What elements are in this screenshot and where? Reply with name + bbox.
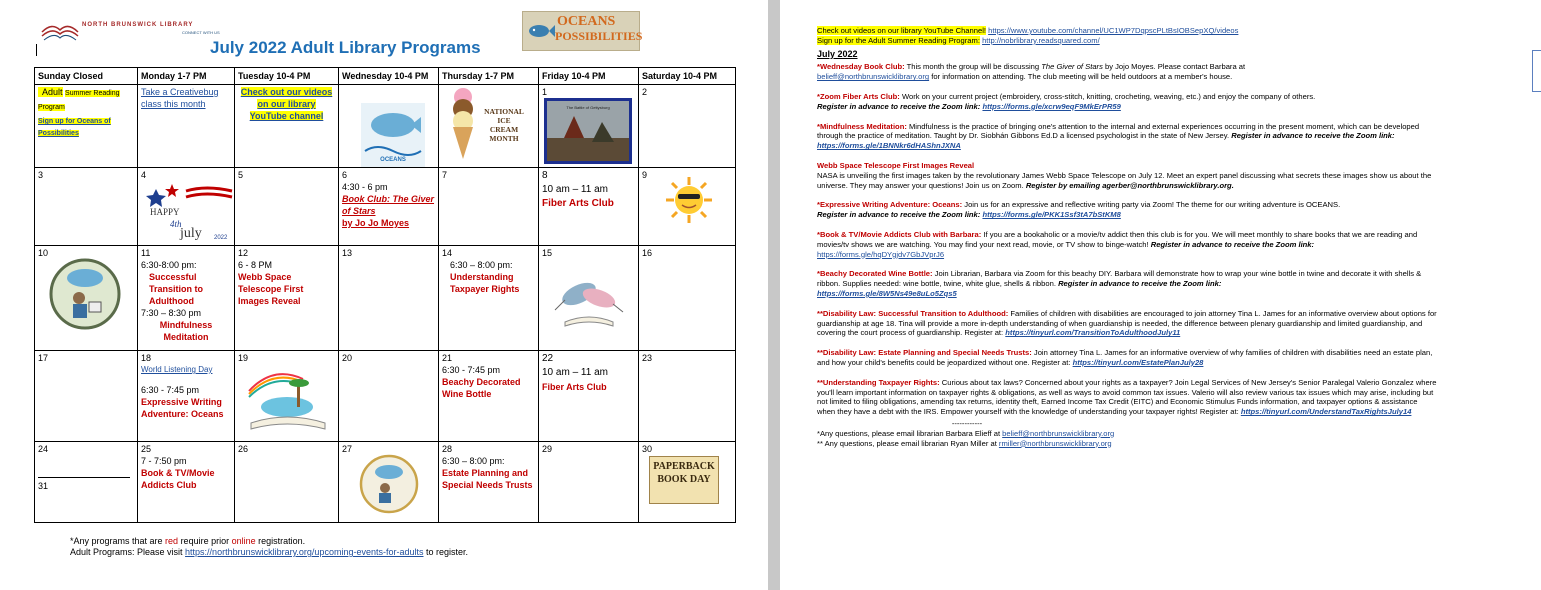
calendar-page — [0, 0, 768, 590]
register-text: Register in advance to receive the Zoom link: — [817, 210, 981, 220]
day-number: 26 — [238, 444, 249, 454]
estate-planning-event: Estate Planning and Special Needs Trusts — [442, 468, 533, 490]
paperback-book-day-image — [649, 456, 719, 504]
book-club-author: by Jo Jo Moyes — [342, 218, 410, 228]
event-time: 6:30 - 7:45 pm — [141, 385, 200, 395]
day-number: 16 — [642, 248, 653, 258]
mindfulness-event: Mindfulness Meditation — [159, 320, 213, 342]
program-text: If you are a bookaholic or a movie/tv addict then this club is for you. We will meet monthly to share books that we are reading and movies/tv shows we are watching. You may find your next read, movie, or TV show to binge-watch! — [817, 229, 1418, 249]
day-number: 3 — [38, 170, 44, 180]
program-heading: Webb Space Telescope First Images Reveal — [817, 160, 975, 170]
summer-reading-text: Sign up for the Adult Summer Reading Program: — [817, 35, 980, 45]
narwhal-book-illustration — [553, 260, 625, 332]
ice-cream-cone-illustration — [445, 87, 481, 161]
upcoming-events-link[interactable]: https://northbrunswicklibrary.org/upcoming-events-for-adults — [185, 547, 424, 557]
ryan-email-link[interactable]: rmiller@northbrunswicklibrary.org — [998, 438, 1112, 448]
sun-icon — [665, 176, 713, 224]
program-paragraph — [817, 269, 1437, 298]
program-heading: *Wednesday Book Club: — [817, 62, 905, 72]
program-paragraph — [817, 62, 1437, 82]
youtube-text: Check out videos on our library YouTube Channel! — [817, 26, 986, 35]
day-cell — [439, 168, 539, 246]
oceans-badge-image — [522, 11, 643, 51]
page-gutter — [768, 0, 780, 590]
register-link[interactable]: https://forms.gle/xcrw9eqF9MkErPR59 — [982, 101, 1121, 111]
day-cell — [639, 442, 736, 523]
contact-note — [817, 429, 1437, 439]
week-row-1 — [35, 85, 736, 168]
day-cell — [539, 168, 639, 246]
program-paragraph — [817, 230, 1437, 259]
day-cell — [235, 351, 339, 442]
svg-text:OCEANS: OCEANS — [380, 157, 406, 163]
program-text: NASA is unveiling the first images taken by the revolutionary James Webb Space Telescope on July 12. Meet an expert panel discussing what secrets these images show us about the universe. They may answer your questions! Join us on Zoom. — [817, 170, 1432, 190]
day-cell — [138, 85, 235, 168]
day-cell — [339, 168, 439, 246]
expressive-writing-event: Expressive Writing Adventure: Oceans — [141, 397, 224, 419]
day-number: 23 — [642, 353, 653, 363]
event-time: 10 am – 11 am — [542, 184, 608, 195]
summer-reading-program: Summer Reading Program — [38, 90, 120, 111]
day-number: 1 — [542, 87, 548, 97]
day-number: 24 — [38, 444, 49, 454]
day-number: 8 — [542, 170, 548, 181]
contact-text: *Any questions, please email librarian Barbara Elieff at — [817, 428, 1003, 438]
calendar-header-row — [35, 68, 736, 85]
footer-text: Adult Programs: Please visit — [70, 547, 186, 557]
day-cell — [539, 442, 639, 523]
week-row-4 — [35, 351, 736, 442]
header-thursday: Thursday 1-7 PM — [439, 68, 539, 85]
footer-red-word: red — [165, 536, 179, 546]
summer-reading-label: Adult — [38, 87, 63, 97]
day-cell — [35, 168, 138, 246]
program-text: Join Librarian, Barbara via Zoom for this beachy DIY. Barbara will demonstrate how to wrap your wine bottle in twine and decorate it with shells & ribbon. Supplies needed: wine bottle, twine, white glue, shells & ribbon. — [817, 269, 1422, 289]
week-row-5 — [35, 442, 736, 523]
book-tv-movie-event: Book & TV/Movie Addicts Club — [141, 468, 215, 490]
day-number: 2 — [642, 87, 648, 97]
day-cell — [639, 85, 736, 168]
day-cell — [339, 85, 439, 168]
register-link[interactable]: https://forms.gle/PKK1Ssf3tA7bStKM8 — [982, 210, 1121, 220]
world-listening-day-link[interactable]: World Listening Day — [141, 365, 213, 374]
register-link[interactable]: https://tinyurl.com/UnderstandTaxRightsJuly14 — [1240, 407, 1412, 417]
happy-text: HAPPY — [150, 207, 180, 217]
day-cell — [439, 85, 539, 168]
event-time: 4:30 - 6 pm — [342, 182, 388, 192]
day-cell — [138, 351, 235, 442]
program-paragraph — [817, 348, 1437, 368]
week-row-2 — [35, 168, 736, 246]
program-heading: *Book & TV/Movie Addicts Club with Barbara: — [817, 229, 982, 239]
barbara-email-link[interactable]: belieff@northbrunswicklibrary.org — [1002, 428, 1115, 438]
july-text: july — [180, 226, 202, 241]
comment-marker — [1532, 50, 1541, 92]
register-text: Register by emailing agerber@northbrunswicklibrary.org. — [1025, 180, 1234, 190]
event-time: 7:30 – 8:30 pm — [141, 308, 202, 318]
page-title: July 2022 Adult Library Programs — [210, 38, 481, 57]
program-descriptions — [817, 26, 1437, 448]
badge-text-possibilities: POSSIBILITIES — [555, 29, 643, 43]
day-cell — [339, 351, 439, 442]
program-paragraph — [817, 122, 1437, 151]
program-paragraph — [817, 92, 1437, 112]
day-number: 25 — [141, 444, 152, 454]
day-number: 22 — [542, 353, 554, 364]
day-cell — [539, 351, 639, 442]
text-cursor — [36, 44, 37, 56]
transition-adulthood-event: Successful Transition to Adulthood — [149, 272, 203, 306]
program-heading: *Expressive Writing Adventure: Oceans: — [817, 200, 963, 210]
day-cell — [235, 246, 339, 351]
footer-online-word: online — [231, 536, 256, 546]
program-text: Join us for an expressive and reflective writing party via Zoom! The theme for our writing adventure is OCEANS. — [962, 200, 1341, 210]
register-link[interactable]: https://tinyurl.com/EstatePlanJuly28 — [1072, 357, 1204, 367]
day-number: 17 — [38, 353, 49, 363]
event-time: 7 - 7:50 pm — [141, 456, 187, 466]
youtube-videos-link[interactable]: Check out our videos on our library YouTube channel — [240, 87, 333, 121]
event-time: 6:30-8:00 pm: — [141, 260, 197, 270]
summer-reading-line — [817, 36, 1437, 46]
day-cell — [639, 351, 736, 442]
register-link[interactable]: https://tinyurl.com/TransitionToAdulthoodJuly11 — [1005, 328, 1181, 338]
ice-cream-month-label: NATIONAL ICE CREAM MONTH — [484, 107, 524, 143]
contact-note — [817, 439, 1437, 449]
footer-text: require prior — [178, 536, 232, 546]
day-cell — [539, 85, 639, 168]
youtube-line — [817, 26, 1437, 36]
reader-illustration — [49, 258, 121, 330]
day-number: 12 — [238, 248, 249, 258]
island-book-illustration — [243, 361, 333, 435]
program-heading: *Zoom Fiber Arts Club: — [817, 91, 900, 101]
fish-icon — [527, 21, 555, 41]
day-number: 11 — [141, 248, 151, 258]
day-number: 4 — [141, 170, 147, 180]
day-cell — [439, 442, 539, 523]
program-text: Mindfulness is the practice of bringing one's attention to the internal and external experiences occurring in the present moment, which can be developed through the practice of meditation. Taught by Dr. Siobhán Gibbons Ed.D a licensed psychologist in the state of New Jersey. — [817, 121, 1420, 141]
taxpayer-rights-event: Understanding Taxpayer Rights — [450, 272, 520, 294]
register-text: Register in advance to receive the Zoom link: — [1150, 239, 1315, 249]
program-descriptions-page — [780, 0, 1541, 590]
day-cell — [339, 246, 439, 351]
logo-subtitle: CONNECT WITH US — [182, 30, 220, 35]
day-number: 20 — [342, 353, 353, 363]
event-time: 6:30 – 8:00 pm: — [450, 260, 513, 270]
register-link[interactable]: https://forms.gle/hqDYgjdv7GbJVprJ6 — [817, 249, 945, 259]
readsquared-link[interactable]: http://nobrlibrary.readsquared.com/ — [982, 35, 1100, 45]
event-time: 6:30 - 7:45 pm — [442, 365, 501, 375]
register-text: Register in advance to receive the Zoom link: — [817, 101, 981, 111]
logo-title: NORTH BRUNSWICK LIBRARY — [82, 22, 194, 28]
program-text: Join attorney Tina L. James for an informative overview of why families of children with disabilities need an estate plan, and how your child's benefits could be jeopardized without one. Register at: — [817, 348, 1433, 367]
day-number: 10 — [38, 248, 49, 258]
day-cell — [439, 351, 539, 442]
footer-register-line — [70, 547, 468, 558]
happy-fourth-of-july-illustration — [146, 181, 234, 241]
month-heading: July 2022 — [817, 48, 858, 59]
footer-note — [70, 536, 468, 547]
footer-text: to register. — [423, 547, 469, 557]
day-cell — [138, 442, 235, 523]
program-text: Curious about tax laws? Concerned about your rights as a taxpayer? Join Legal Services of New Jersey's Senior Paralegal Valerio Gonzalez where you'll learn important information on taxpayer rights & obligations, as well as ways to avoid common tax issues. Valerio will also review various tax issues which may arise, including but not limited to filing obligations, amending tax returns, identity theft, Earned Income Tax Credit (EITC) and Economic Stimulus Funds information, and taxpayer options & assistance when they have a debt with the IRS. Empower yourself with the knowledge of understanding your taxpayer rights! Register at: — [817, 377, 1437, 417]
day-number: 19 — [238, 353, 249, 363]
cell-divider — [38, 477, 130, 478]
day-number: 29 — [542, 444, 553, 454]
header-sunday: Sunday Closed — [35, 68, 138, 85]
week-row-3 — [35, 246, 736, 351]
header-wednesday: Wednesday 10-4 PM — [339, 68, 439, 85]
event-time: 6:30 – 8:00 pm: — [442, 456, 505, 466]
register-text: Register in advance to receive the Zoom link: — [1058, 279, 1222, 289]
register-link[interactable]: https://forms.gle/1BNNkr6dHAShnJXNA — [817, 141, 961, 151]
sign-up-link[interactable]: Sign up for Oceans of Possibilities — [38, 118, 111, 137]
program-heading: **Disability Law: Successful Transition to Adulthood: — [817, 308, 1009, 318]
fiber-arts-event: Fiber Arts Club — [542, 198, 614, 209]
day-cell — [35, 246, 138, 351]
day-cell — [35, 85, 138, 168]
wine-bottle-event: Beachy Decorated Wine Bottle — [442, 377, 521, 399]
day-cell — [235, 168, 339, 246]
day-number: 9 — [642, 170, 648, 180]
book-day-text: BOOK DAY — [657, 474, 711, 485]
program-text: by Jojo Moyes. Please contact Barbara at — [1102, 62, 1246, 72]
day-cell — [439, 246, 539, 351]
day-cell — [35, 442, 138, 523]
program-paragraph — [817, 161, 1437, 190]
day-cell — [235, 442, 339, 523]
program-text: This month the group will be discussing — [904, 62, 1042, 72]
separator: ------------ — [951, 418, 983, 428]
painting-caption: The Battle of Gettysburg — [566, 105, 610, 110]
header-friday: Friday 10-4 PM — [539, 68, 639, 85]
day-cell — [339, 442, 439, 523]
header-tuesday: Tuesday 10-4 PM — [235, 68, 339, 85]
day-number: 31 — [38, 481, 49, 491]
day-number: 5 — [238, 170, 244, 180]
footer-text: *Any programs that are — [70, 536, 166, 546]
header-saturday: Saturday 10-4 PM — [639, 68, 736, 85]
day-cell — [639, 168, 736, 246]
program-heading: **Disability Law: Estate Planning and Special Needs Trusts: — [817, 348, 1032, 358]
gettysburg-painting-image — [544, 98, 632, 164]
footer-text: registration. — [255, 536, 306, 546]
register-link[interactable]: https://forms.gle/8W5Ns49e8uLo5Zqs5 — [817, 288, 957, 298]
calendar-footer — [70, 536, 468, 558]
day-number: 13 — [342, 248, 353, 258]
calendar-table — [34, 67, 736, 523]
day-number: 18 — [141, 353, 152, 363]
program-heading: *Beachy Decorated Wine Bottle: — [817, 269, 933, 279]
event-time: 10 am – 11 am — [542, 367, 608, 378]
youtube-channel-link[interactable]: https://www.youtube.com/channel/UC1WP7DqpscPLtBsIOBSepXQ/videos — [988, 26, 1239, 35]
day-cell — [35, 351, 138, 442]
day-number: 28 — [442, 444, 453, 454]
program-paragraph — [817, 378, 1437, 417]
fiber-arts-event: Fiber Arts Club — [542, 382, 607, 392]
fourth-text: 4th — [170, 219, 182, 229]
creativebug-link[interactable]: Take a Creativebug class this month — [141, 87, 219, 109]
open-book-icon — [40, 18, 80, 42]
email-link[interactable]: belieff@northbrunswicklibrary.org — [817, 72, 930, 82]
library-logo — [40, 14, 220, 48]
contact-text: ** Any questions, please email librarian Ryan Miller at — [817, 438, 999, 448]
day-number: 21 — [442, 353, 453, 363]
day-number: 27 — [342, 444, 353, 454]
program-text: Work on your current project (embroidery, cross-stitch, knitting, crocheting, weaving, etc.) and enjoy the company of others. — [899, 91, 1316, 101]
program-text: Families of children with disabilities are encouraged to join attorney Tina L. James for an informative overview about options for guardianship at age 18. Tina will provide a more in-depth understanding of when guardianship is needed, the difference between plenary guardianship and limited guardianship, and covering the court process of guardianship. Register at: — [817, 308, 1437, 338]
program-paragraph — [817, 200, 1437, 220]
day-cell — [138, 168, 235, 246]
paperback-text: PAPERBACK — [653, 461, 715, 472]
header-monday: Monday 1-7 PM — [138, 68, 235, 85]
oceans-of-possibilities-illustration — [361, 103, 425, 167]
day-cell — [539, 246, 639, 351]
program-text: for information on attending. The club meeting will be held outdoors at a member's house. — [929, 72, 1233, 82]
register-text: Register in advance to receive the Zoom link: — [1231, 131, 1395, 141]
badge-text-oceans: OCEANS — [557, 14, 616, 29]
book-title: The Giver of Stars — [1041, 62, 1103, 72]
day-number: 6 — [342, 170, 348, 180]
event-time: 6 - 8 PM — [238, 260, 273, 270]
day-number: 14 — [442, 248, 453, 258]
day-number: 7 — [442, 170, 448, 180]
day-number: 15 — [542, 248, 553, 258]
year-text: 2022 — [214, 235, 228, 241]
book-club-event: Book Club: The Giver of Stars — [342, 194, 435, 216]
program-paragraph — [817, 309, 1437, 338]
reader-illustration — [359, 454, 419, 514]
webb-telescope-event: Webb Space Telescope First Images Reveal — [238, 272, 304, 306]
day-number: 30 — [642, 444, 653, 454]
day-cell — [138, 246, 235, 351]
program-heading: **Understanding Taxpayer Rights: — [817, 377, 940, 387]
day-cell — [235, 85, 339, 168]
day-cell — [639, 246, 736, 351]
program-heading: *Mindfulness Meditation: — [817, 121, 907, 131]
